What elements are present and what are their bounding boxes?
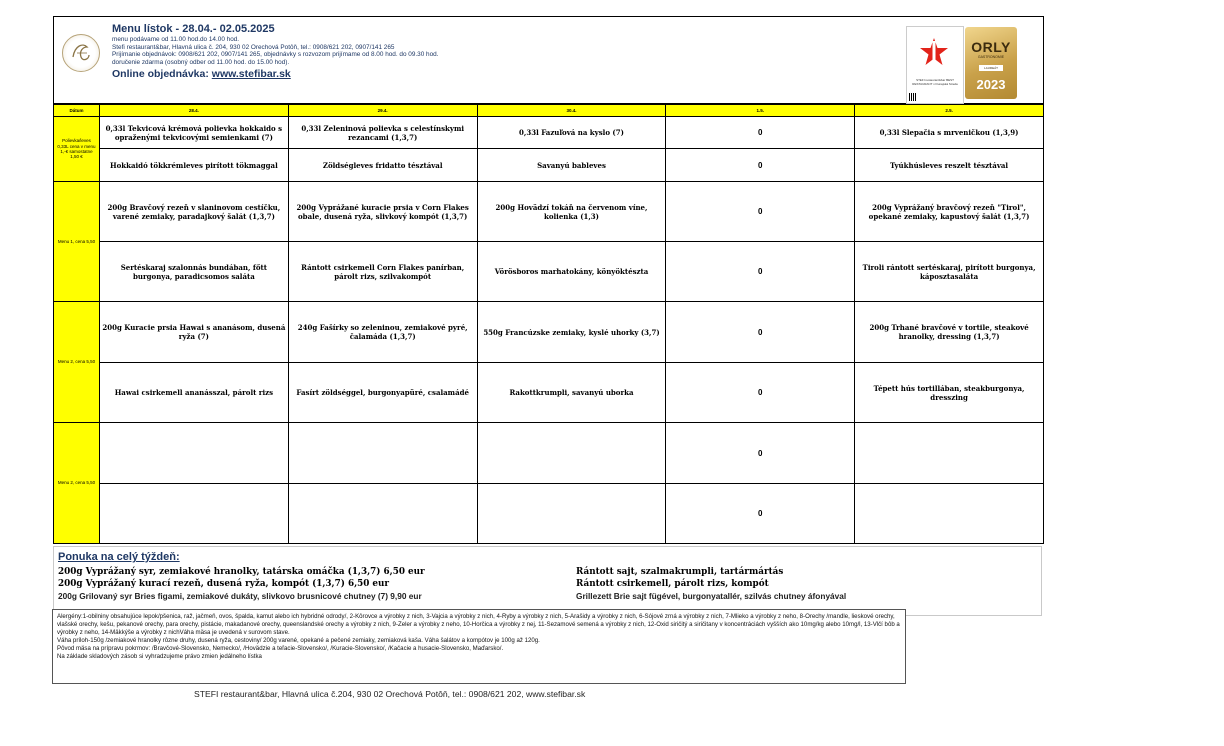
menu-item: 0 bbox=[666, 242, 855, 302]
menu-item: 240g Fašírky so zeleninou, zemiakové pyré, čalamáda (1,3,7) bbox=[288, 302, 477, 363]
menu-item: 0 bbox=[666, 363, 855, 423]
serving-hours: menu podávame od 11.00 hod.do 14.00 hod. bbox=[112, 36, 240, 43]
menu-item bbox=[477, 423, 666, 484]
online-order-link[interactable]: www.stefibar.sk bbox=[211, 68, 291, 81]
weekly-item-hu: Grillezett Brie sajt fügével, burgonyatallér, szilvás chutney áfonyával bbox=[576, 591, 847, 601]
menu-item: Hawai csirkemell ananásszal, párolt rizs bbox=[99, 363, 288, 423]
table-row bbox=[54, 117, 1044, 149]
table-row bbox=[54, 242, 1044, 302]
orly-award-badge bbox=[965, 27, 1017, 99]
weekly-offer bbox=[53, 546, 1042, 616]
day-header: 2.5. bbox=[855, 105, 1044, 117]
menu-item: 0,33l Tekvicová krémová polievka hokkaido s opraženými tekvicovými semienkami (7) bbox=[99, 117, 288, 149]
weekly-item: 200g Grilovaný syr Bries figami, zemiakové dukáty, slivkovo brusnicové chutney (7) 9,90 eur bbox=[58, 591, 422, 601]
menu-item: Fasírt zöldséggel, burgonyapüré, csalamádé bbox=[288, 363, 477, 423]
badge-caption: STEFI restaurant&bar BEST RESTAURANT v Dunajská Streda bbox=[912, 78, 958, 86]
menu-item: 0,33l Zeleninová polievka s celestínskymi rezancami (1,3,7) bbox=[288, 117, 477, 149]
menu-item bbox=[855, 484, 1044, 544]
menu-item: Rántott csirkemell Corn Flakes panírban, párolt rizs, szilvakompót bbox=[288, 242, 477, 302]
menu-item: Tépett hús tortillában, steakburgonya, dresszing bbox=[855, 363, 1044, 423]
menu-item: 200g Vyprážaný bravčový rezeň "Tirol", opekané zemiaky, kapustový šalát (1,3,7) bbox=[855, 182, 1044, 242]
weekly-right bbox=[576, 566, 1036, 602]
menu-item: 0 bbox=[666, 423, 855, 484]
menu1-label: Menu 1, cena 5,50 bbox=[54, 182, 100, 302]
star-icon bbox=[919, 37, 949, 67]
meat-origin: Pôvod mäsa na prípravu pokrmov: /Bravčové-Slovensko, Nemecko/, /Hovädzie a teľacie-Slovensko/, /Kuracie-Slovensko/, /Kačacie a husacie-Slovensko, Maďarsko/. bbox=[57, 645, 504, 653]
delivery-info: doručenie zdarma (osobný odber od 11.00 hod. do 15.00 hod). bbox=[112, 58, 290, 66]
menu-item: Tiroli rántott sertéskaraj, pirított burgonya, káposztasaláta bbox=[855, 242, 1044, 302]
weekly-item: 200g Vyprážaný syr, zemiakové hranolky, tatárska omáčka (1,3,7) 6,50 eur bbox=[58, 567, 425, 577]
menu-item: Zöldségleves fridatto tésztával bbox=[288, 149, 477, 182]
day-header-row bbox=[54, 105, 1044, 117]
menu-item: 0,33l Fazuľová na kyslo (7) bbox=[477, 117, 666, 149]
allergen-info bbox=[52, 609, 906, 684]
menu-item: Savanyú bableves bbox=[477, 149, 666, 182]
order-info: Prijímanie objednávok: 0908/621 202, 0907/141 265, objednávky s rozvozom prijímame od 8.00 hod. do 09.30 hod. bbox=[112, 51, 439, 59]
table-row bbox=[54, 484, 1044, 544]
menu-item bbox=[855, 423, 1044, 484]
weekly-item-hu: Rántott sajt, szalmakrumpli, tartármártás bbox=[576, 567, 784, 577]
day-header: 28.4. bbox=[99, 105, 288, 117]
stefi-logo bbox=[62, 34, 100, 72]
menu3-label: Menu 2, cena 5,50 bbox=[54, 423, 100, 544]
orly-tag: LAUREÁT bbox=[979, 65, 1003, 71]
date-column-header: Dátum bbox=[54, 105, 100, 117]
menu2-label: Menu 2, cena 5,50 bbox=[54, 302, 100, 423]
header-text bbox=[112, 23, 812, 80]
menu-item: Tyúkhúsleves reszelt tésztával bbox=[855, 149, 1044, 182]
menu-item: Sertéskaraj szalonnás bundában, főtt burgonya, paradicsomos saláta bbox=[99, 242, 288, 302]
menu-title: Menu lístok - 28.04.- 02.05.2025 bbox=[112, 23, 275, 35]
menu-item bbox=[288, 423, 477, 484]
menu-item: 0 bbox=[666, 149, 855, 182]
menu-item: 200g Trhané bravčové v tortile, steakové hranolky, dressing (1,3,7) bbox=[855, 302, 1044, 363]
menu-item bbox=[477, 484, 666, 544]
menu-item: 200g Kuracie prsia Hawai s ananásom, dusená ryža (7) bbox=[99, 302, 288, 363]
menu-change-note: Na základe skladových zásob si vyhradzujeme právo zmien jedálneho lístka bbox=[57, 653, 262, 661]
menu-item: Hokkaidó tökkrémleves pirított tökmaggal bbox=[99, 149, 288, 182]
menu-item: 0 bbox=[666, 182, 855, 242]
allergen-list: Alergény:1-obilniny obsahujúce lepok/pšenica, raž, jačmeň, ovos, špalda, kamut alebo ich hybridné odrody/, 2-Kôrovce a výrobky z nich, 3-Vajcia a výrobky z nich, 4-Ryby a výrobky z nich, 5-Arašidy a výrobky z nich, 6-Sójové zrná a výrobky z nich, 7-Mlieko a výrobky z neho, 8-Orechy /mandle, lieskové orechy, vlašské orechy, kešu, pekanové orechy, para orechy, pistácie, makadanové orechy, queenslandské orechy a výrobky z nich, 9-Zeler a výrobky z neho, 10-Horčica a výrobky z nej, 11-Sezamové semená a výrobky z nich, 12-Oxid siričitý a siričitany v koncentráciách vyšších ako 10mg/kg alebo 10mg/l, 13-Vlčí bôb a výrobky z neho, 14-Mäkkýše a výrobky z nichVáha mäsa je uvedená v surovom stave. bbox=[57, 613, 900, 637]
table-row bbox=[54, 149, 1044, 182]
weekly-item-hu: Rántott csirkemell, párolt rizs, kompót bbox=[576, 579, 769, 589]
day-header: 30.4. bbox=[477, 105, 666, 117]
orly-subtitle: GASTRONOMIE bbox=[977, 55, 1005, 59]
menu-header bbox=[53, 16, 1044, 104]
footer: STEFI restaurant&bar, Hlavná ulica č.204, 930 02 Orechová Potôň, tel.: 0908/621 202, www.stefibar.sk bbox=[194, 689, 586, 699]
menu-item: 0 bbox=[666, 484, 855, 544]
menu-item: 200g Vyprážané kuracie prsia v Corn Flakes obale, dusená ryža, slivkový kompót (1,3,7) bbox=[288, 182, 477, 242]
weekly-left bbox=[58, 566, 558, 602]
restaurant-address: Stefi restaurant&bar, Hlavná ulica č. 204, 930 02 Orechová Potôň, tel.: 0908/621 202, 0907/141 265 bbox=[112, 43, 395, 51]
menu-item: 0,33l Slepačia s mrveničkou (1,3,9) bbox=[855, 117, 1044, 149]
qr-code bbox=[909, 93, 917, 101]
weekly-item: 200g Vyprážaný kurací rezeň, dusená ryža, kompót (1,3,7) 6,50 eur bbox=[58, 579, 390, 589]
menu-item: Vörösboros marhatokány, könyöktészta bbox=[477, 242, 666, 302]
menu-item: 0 bbox=[666, 117, 855, 149]
online-order-label: Online objednávka: bbox=[112, 68, 212, 81]
weekly-heading: Ponuka na celý týždeň: bbox=[58, 551, 180, 563]
table-row bbox=[54, 302, 1044, 363]
menu-item bbox=[99, 423, 288, 484]
day-header: 29.4. bbox=[288, 105, 477, 117]
menu-item bbox=[288, 484, 477, 544]
best-restaurant-badge bbox=[906, 26, 964, 104]
table-row bbox=[54, 363, 1044, 423]
orly-year: 2023 bbox=[976, 77, 1006, 92]
table-row bbox=[54, 423, 1044, 484]
menu-item: 0 bbox=[666, 302, 855, 363]
menu-item: 200g Hovädzí tokáň na červenom víne, kolienka (1,3) bbox=[477, 182, 666, 242]
menu-item: 200g Bravčový rezeň v slaninovom cestíčku, varené zemiaky, paradajkový šalát (1,3,7) bbox=[99, 182, 288, 242]
menu-table bbox=[53, 104, 1044, 544]
soup-label: Polievka/leves 0,33L cena v menu 1,-€ samostatne 1,50 € bbox=[54, 117, 100, 182]
orly-title: ORLY bbox=[971, 39, 1011, 55]
online-order bbox=[112, 68, 812, 80]
menu-item bbox=[99, 484, 288, 544]
menu-item: 550g Francúzske zemiaky, kyslé uhorky (3,7) bbox=[477, 302, 666, 363]
day-header: 1.5. bbox=[666, 105, 855, 117]
table-row bbox=[54, 182, 1044, 242]
menu-item: Rakottkrumpli, savanyú uborka bbox=[477, 363, 666, 423]
side-weights: Váha príloh-150g /zemiakové hranolky rôzne druhy, dusená ryža, cestoviny/ 200g varené, opekané a pečené zemiaky, zemiaková kaša. Váha šalátov a kompótov je 100g až 120g. bbox=[57, 637, 540, 645]
